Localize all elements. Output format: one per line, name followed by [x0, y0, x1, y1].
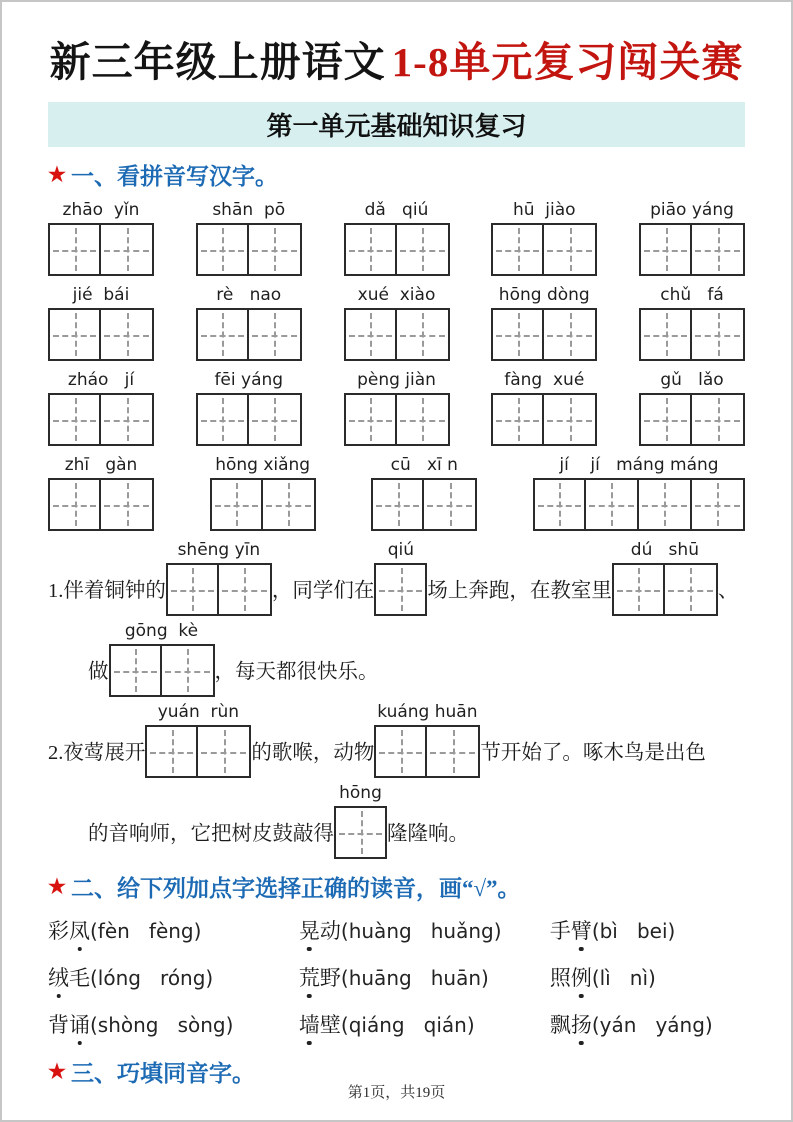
writing-box: [109, 644, 162, 697]
writing-box: [101, 478, 154, 531]
pinyin-box-group: [374, 700, 480, 778]
word-char: 扬: [571, 1009, 592, 1039]
pinyin-box-group: [639, 368, 745, 446]
writing-boxes: [334, 806, 387, 859]
writing-box: [374, 725, 427, 778]
pinyin-box-group: [166, 538, 272, 616]
pinyin-grid-row: [48, 453, 745, 531]
writing-box: [371, 478, 424, 531]
section2-heading-text: 二、给下列加点字选择正确的读音，画“√”。: [70, 876, 521, 902]
pinyin-label: pèng jiàn: [357, 370, 436, 391]
star-icon: ★: [48, 1061, 66, 1084]
writing-box: [48, 223, 101, 276]
sentence-line: [48, 538, 745, 616]
pinyin-label: rè nao: [216, 285, 282, 306]
writing-box: [344, 308, 397, 361]
writing-boxes: [639, 393, 745, 446]
pronunciation-item: [299, 915, 550, 945]
pinyin-box-group: [374, 538, 427, 616]
pinyin-box-group: [491, 368, 597, 446]
writing-box: [692, 308, 745, 361]
pinyin-label: chǔ fá: [660, 285, 724, 306]
writing-box: [198, 725, 251, 778]
pinyin-grid-row: [48, 368, 745, 446]
page-footer: [2, 1081, 791, 1102]
writing-box: [491, 308, 544, 361]
word-with-dot: [299, 915, 341, 945]
writing-box: [692, 393, 745, 446]
pinyin-grid-row: [48, 283, 745, 361]
word-char: 背: [48, 1013, 69, 1038]
writing-boxes: [491, 308, 597, 361]
word-char: 墙: [299, 1009, 320, 1039]
pinyin-box-group: [334, 781, 387, 859]
writing-box: [210, 478, 263, 531]
title-black-part: 新三年级上册语文: [49, 39, 386, 85]
pinyin-box-group: [344, 368, 450, 446]
pinyin-label: piāo yáng: [650, 200, 734, 221]
writing-box: [196, 223, 249, 276]
writing-box: [544, 223, 597, 276]
writing-boxes: [48, 478, 154, 531]
writing-box: [491, 393, 544, 446]
pinyin-box-group: [491, 198, 597, 276]
pinyin-label: xué xiào: [357, 285, 436, 306]
pinyin-box-group: [344, 198, 450, 276]
word-char: 动: [319, 919, 341, 944]
writing-boxes: [374, 563, 427, 616]
writing-boxes: [48, 223, 154, 276]
word-char: 壁: [319, 1013, 341, 1038]
word-char: 诵: [69, 1009, 90, 1039]
writing-box: [639, 223, 692, 276]
writing-box: [196, 308, 249, 361]
writing-boxes: [109, 644, 215, 697]
pinyin-box-group: [533, 453, 745, 531]
writing-box: [665, 563, 718, 616]
writing-box: [586, 478, 639, 531]
section3-heading-text: 三、巧填同音字。: [70, 1061, 255, 1087]
pinyin-label: cū xī n: [390, 455, 458, 476]
pinyin-options: (bì bei): [591, 919, 676, 944]
writing-boxes: [639, 223, 745, 276]
pinyin-options: (lì nì): [591, 966, 656, 991]
writing-boxes: [374, 725, 480, 778]
pronunciation-item: [299, 962, 550, 992]
writing-boxes: [533, 478, 745, 531]
pinyin-box-group: [210, 453, 316, 531]
sentence-text: 隆隆响。: [387, 823, 469, 846]
star-icon: ★: [48, 876, 66, 899]
sentence-text: 做: [88, 661, 109, 684]
writing-box: [612, 563, 665, 616]
word-with-dot: [48, 915, 90, 945]
star-icon: ★: [48, 164, 66, 187]
pronunciation-item: [48, 962, 299, 992]
writing-box: [344, 393, 397, 446]
pinyin-options: (lóng róng): [90, 966, 214, 991]
word-char: 照: [549, 966, 571, 991]
pinyin-box-group: [196, 283, 302, 361]
pinyin-box-group: [196, 198, 302, 276]
writing-box: [145, 725, 198, 778]
writing-box: [166, 563, 219, 616]
pinyin-label: fàng xué: [504, 370, 585, 391]
page-title: [48, 36, 745, 89]
word-with-dot: [550, 962, 592, 992]
writing-box: [639, 308, 692, 361]
word-char: 臂: [571, 915, 592, 945]
writing-box: [639, 478, 692, 531]
word-with-dot: [299, 962, 341, 992]
pinyin-label: jí jí máng máng: [559, 455, 719, 476]
writing-boxes: [166, 563, 272, 616]
writing-box: [692, 478, 745, 531]
pinyin-label: gǔ lǎo: [660, 370, 724, 391]
writing-box: [692, 223, 745, 276]
pinyin-label: dú shū: [630, 540, 699, 561]
pinyin-label: hōng: [339, 783, 382, 804]
section1-heading-text: 一、看拼音写汉字。: [70, 164, 278, 190]
pinyin-label: dǎ qiú: [364, 200, 429, 221]
writing-box: [374, 563, 427, 616]
writing-boxes: [196, 308, 302, 361]
pinyin-label: qiú: [387, 540, 415, 561]
writing-box: [249, 223, 302, 276]
writing-boxes: [344, 308, 450, 361]
pinyin-box-group: [196, 368, 302, 446]
title-red-part: 1-8单元复习闯关赛: [391, 39, 744, 85]
pinyin-box-group: [491, 283, 597, 361]
writing-box: [219, 563, 272, 616]
writing-box: [427, 725, 480, 778]
writing-box: [162, 644, 215, 697]
writing-box: [639, 393, 692, 446]
writing-box: [48, 478, 101, 531]
pinyin-label: gōng kè: [124, 621, 199, 642]
section1-heading: [48, 158, 745, 191]
pinyin-grid-row: [48, 198, 745, 276]
sentence-text: 的音响师，它把树皮鼓敲得: [88, 823, 334, 846]
pinyin-options: (shòng sòng): [90, 1013, 234, 1038]
writing-boxes: [491, 393, 597, 446]
writing-box: [397, 393, 450, 446]
pinyin-box-group: [344, 283, 450, 361]
pronunciation-item: [550, 1009, 745, 1039]
pinyin-grid: [48, 198, 745, 531]
sentence-text: 2.夜莺展开: [48, 742, 146, 765]
pinyin-box-group: [612, 538, 718, 616]
writing-boxes: [210, 478, 316, 531]
word-with-dot: [550, 1009, 592, 1039]
writing-boxes: [491, 223, 597, 276]
sentence-line: [48, 619, 745, 697]
writing-boxes: [196, 393, 302, 446]
writing-box: [544, 393, 597, 446]
sentence-list: [48, 538, 745, 859]
writing-box: [397, 223, 450, 276]
sentence-text: 、: [717, 580, 739, 603]
writing-box: [101, 223, 154, 276]
word-char: 毛: [69, 966, 90, 991]
pinyin-box-group: [639, 198, 745, 276]
writing-box: [424, 478, 477, 531]
pinyin-box-group: [48, 198, 154, 276]
page-number-text: 第1页，共19页: [347, 1085, 446, 1101]
pinyin-box-group: [145, 700, 251, 778]
pinyin-options: (huàng huǎng): [340, 919, 502, 944]
writing-boxes: [371, 478, 477, 531]
pinyin-label: zhī gàn: [64, 455, 138, 476]
writing-boxes: [344, 223, 450, 276]
writing-box: [101, 308, 154, 361]
pinyin-box-group: [48, 453, 154, 531]
writing-box: [533, 478, 586, 531]
writing-box: [344, 223, 397, 276]
writing-boxes: [145, 725, 251, 778]
pinyin-box-group: [639, 283, 745, 361]
writing-box: [196, 393, 249, 446]
section2-heading: [48, 870, 745, 903]
writing-boxes: [196, 223, 302, 276]
writing-boxes: [48, 308, 154, 361]
writing-box: [48, 393, 101, 446]
pinyin-label: zhāo yǐn: [62, 200, 140, 221]
sentence-text: 节开始了。啄木鸟是出色: [480, 742, 706, 765]
pronunciation-item: [48, 1009, 299, 1039]
pronunciation-item: [48, 915, 299, 945]
writing-boxes: [344, 393, 450, 446]
writing-boxes: [612, 563, 718, 616]
pronunciation-item: [299, 1009, 550, 1039]
pinyin-label: shān pō: [212, 200, 286, 221]
writing-box: [544, 308, 597, 361]
writing-box: [101, 393, 154, 446]
writing-box: [263, 478, 316, 531]
word-char: 绒: [48, 962, 69, 992]
pronunciation-item: [550, 962, 745, 992]
pinyin-options: (huāng huān): [340, 966, 489, 991]
pinyin-box-group: [109, 619, 215, 697]
unit-header-bar: [48, 102, 745, 147]
word-with-dot: [550, 915, 592, 945]
writing-box: [334, 806, 387, 859]
pinyin-options: (yán yáng): [591, 1013, 713, 1038]
word-char: 例: [571, 962, 592, 992]
pinyin-box-group: [371, 453, 477, 531]
writing-box: [397, 308, 450, 361]
word-with-dot: [48, 962, 90, 992]
word-char: 飘: [549, 1013, 571, 1038]
sentence-text: ，同学们在: [271, 580, 375, 603]
word-char: 荒: [299, 962, 320, 992]
writing-box: [249, 308, 302, 361]
pinyin-label: zháo jí: [67, 370, 135, 391]
pinyin-label: yuán rùn: [157, 702, 240, 723]
sentence-text: 的歌喉，动物: [251, 742, 375, 765]
writing-boxes: [639, 308, 745, 361]
pinyin-options: (fèn fèng): [90, 919, 202, 944]
pinyin-label: jié bái: [72, 285, 130, 306]
word-char: 凤: [69, 915, 90, 945]
pronunciation-item: [550, 915, 745, 945]
sentence-text: 场上奔跑，在教室里: [427, 580, 612, 603]
pinyin-box-group: [48, 283, 154, 361]
writing-box: [249, 393, 302, 446]
pinyin-options: (qiáng qián): [340, 1013, 475, 1038]
pinyin-box-group: [48, 368, 154, 446]
word-with-dot: [299, 1009, 341, 1039]
writing-box: [48, 308, 101, 361]
pinyin-label: fēi yáng: [214, 370, 284, 391]
writing-box: [491, 223, 544, 276]
sentence-text: ，每天都很快乐。: [214, 661, 379, 684]
word-char: 晃: [299, 915, 320, 945]
sentence-line: [48, 700, 745, 778]
pinyin-label: hōng xiǎng: [215, 455, 311, 476]
sentence-text: 1.伴着铜钟的: [48, 580, 166, 603]
pinyin-label: kuáng huān: [377, 702, 478, 723]
word-char: 彩: [48, 919, 69, 944]
sentence-line: [48, 781, 745, 859]
unit-header-text: 第一单元基础知识复习: [266, 112, 527, 142]
writing-boxes: [48, 393, 154, 446]
word-with-dot: [48, 1009, 90, 1039]
pinyin-label: hōng dòng: [498, 285, 590, 306]
word-char: 野: [319, 966, 341, 991]
pinyin-label: hū jiào: [512, 200, 576, 221]
pinyin-label: shēng yīn: [177, 540, 261, 561]
word-char: 手: [549, 919, 571, 944]
pronunciation-grid: [48, 915, 745, 1039]
